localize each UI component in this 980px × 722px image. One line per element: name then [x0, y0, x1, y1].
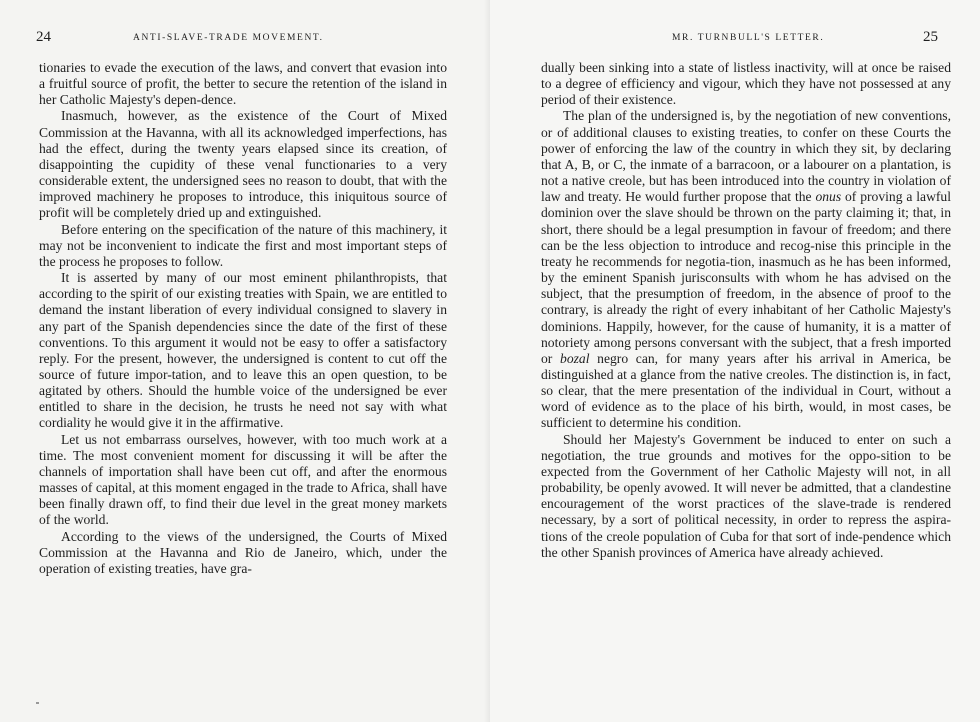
paragraph: Should her Majesty's Government be induced to enter on such a negotiation, the true grounds and motives for the oppo-sition to be expected from the Government of her Catholic Majesty will not, in all probability, be openly avowed. It will never be admitted, that a clandestine encouragement of the worst practices of the slave-trade is rendered necessary, by a sort of political necessity, in order to repress the aspira-tions of the creole population of Cuba for that sort of inde-pendence which the other Spanish provinces of America have already achieved.: [541, 431, 951, 560]
left-page-body: [39, 60, 447, 577]
paragraph: Inasmuch, however, as the existence of the Court of Mixed Commission at the Havanna, with all its acknowledged imperfections, has had the effect, during the twenty years elapsed since its creation, of disappointing the cupidity of these venal functionaries to a very considerable extent, the undersigned sees no reason to doubt, that with the improved machinery he proposes to introduce, this iniquitous source of profit will be completely dried up and extinguished.: [39, 108, 447, 221]
page-speck: [36, 702, 39, 704]
paragraph: dually been sinking into a state of listless inactivity, will at once be raised to a degree of efficiency and vigour, which they have not possessed at any period of their existence.: [541, 60, 951, 108]
italic-term: onus: [815, 189, 842, 205]
paragraph: tionaries to evade the execution of the laws, and convert that evasion into a fruitful source of profit, the better to secure the retention of the island in her Catholic Majesty's depen-dence.: [39, 60, 447, 108]
right-page-body: [541, 60, 951, 561]
right-page-number: 25: [923, 29, 938, 45]
paragraph: Let us not embarrass ourselves, however, with too much work at a time. The most convenient moment for discussing it will be after the channels of importation shall have been cut off, and after the enormous masses of capital, at this moment engaged in the trade to Africa, shall have been finally drawn off, to find their due level in the great money markets of the world.: [39, 431, 447, 528]
italic-term: bozal: [560, 350, 590, 366]
left-page-number: 24: [36, 29, 51, 45]
paragraph: It is asserted by many of our most eminent philanthropists, that according to the spirit of our existing treaties with Spain, we are entitled to demand the instant liberation of every individual consigned to slavery in any part of the Spanish dependencies since the date of the first of these conventions. To this argument it would not be easy to offer a satisfactory reply. For the present, however, the undersigned is content to cut off the source of future impor-tation, and to leave this an open question, to be agitated by others. Should the humble voice of the undersigned be ever entitled to share in the decision, he trusts he need not say with what cordiality he would give it in the affirmative.: [39, 270, 447, 431]
right-running-head: MR. TURNBULL'S LETTER.: [672, 33, 825, 43]
paragraph: According to the views of the undersigned, the Courts of Mixed Commission at the Havanna and Rio de Janeiro, which, under the operation of existing treaties, have gra-: [39, 528, 447, 576]
paragraph: Before entering on the specification of the nature of this machinery, it may not be inconvenient to indicate the first and most important steps of the process he proposes to follow.: [39, 221, 447, 269]
paragraph: The plan of the undersigned is, by the negotiation of new conventions, or of additional clauses to existing treaties, to confer on these Courts the power of enforcing the law of the country in which they sit, by declaring that A, B, or C, the inmate of a barracoon, or a labourer on a plantation, is not a native creole, but has been introduced into the country in violation of law and treaty. He would further propose that the onus of proving a lawful dominion over the slave should be thrown on the party claiming it; that, in short, there should be a legal presumption in favour of freedom; and there can be the less objection to introduce and recog-nise this principle in the treaty he recommends for negotia-tion, inasmuch as he has been informed, by the eminent Spanish jurisconsults with whom he has advised on the subject, that the presumption of freedom, in the absence of proof to the contrary, is already the right of every inhabitant of her Catholic Majesty's dominions. Happily, however, for the cause of humanity, it is a matter of notoriety among persons conversant with the subject, that a fresh imported or bozal negro can, for many years after his arrival in America, be distinguished at a glance from the native creoles. The distinction is, in fact, so clear, that the mere presentation of the individual in Court, without a word of evidence as to the place of his birth, would, in most cases, be sufficient to determine his condition.: [541, 108, 951, 431]
left-running-head: ANTI-SLAVE-TRADE MOVEMENT.: [133, 33, 324, 43]
right-page: [490, 0, 980, 722]
